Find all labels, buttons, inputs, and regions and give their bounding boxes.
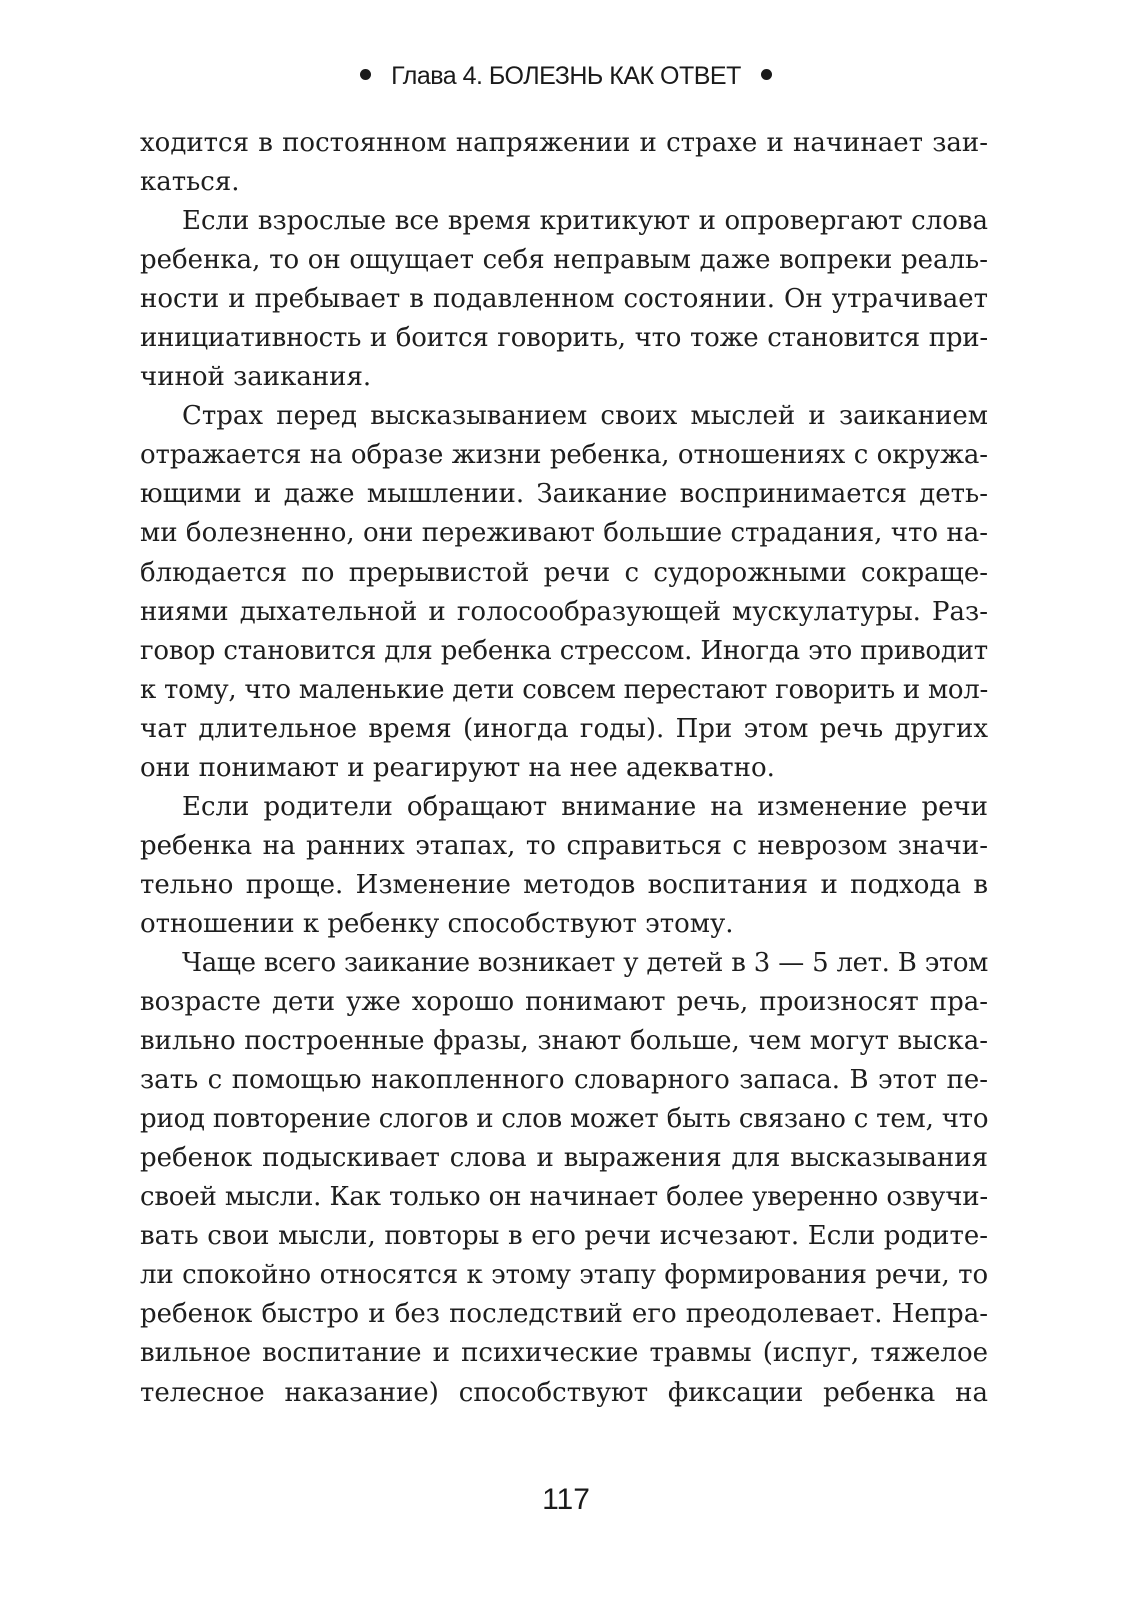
text-line: чат длительное время (иногда годы). При этом речь других — [140, 713, 988, 744]
text-line: отражается на образе жизни ребенка, отношениях с окружа- — [140, 440, 988, 471]
text-line: ребенок быстро и без последствий его преодолевает. Непра- — [140, 1299, 988, 1330]
text-line: ходится в постоянном напряжении и страхе и начинает заи- — [140, 128, 988, 158]
text-line: Если взрослые все время критикуют и опровергают слова — [182, 206, 988, 237]
running-header — [0, 56, 1132, 96]
text-line: возрасте дети уже хорошо понимают речь, произносят пра- — [140, 987, 988, 1018]
text-line: ребенка, то он ощущает себя неправым даже вопреки реаль- — [140, 245, 988, 276]
text-line: Если родители обращают внимание на изменение речи — [182, 791, 988, 822]
text-line: вать свои мысли, повторы в его речи исчезают. Если родите- — [140, 1221, 988, 1252]
text-line: ности и пребывает в подавленном состоянии. Он утрачивает — [140, 284, 988, 315]
text-line: ребенка на ранних этапах, то справиться с неврозом значи- — [140, 830, 988, 861]
text-line: к тому, что маленькие дети совсем перестают говорить и мол- — [140, 674, 988, 705]
text-line: зать с помощью накопленного словарного запаса. В этот пе- — [140, 1065, 988, 1096]
text-line: каться. — [140, 167, 240, 198]
text-line: тельно проще. Изменение методов воспитания и подхода в — [140, 869, 988, 900]
body-text — [140, 124, 988, 1413]
page-number: 117 — [542, 1483, 590, 1516]
text-line: Страх перед высказыванием своих мыслей и заиканием — [182, 401, 988, 432]
bullet-right-icon — [761, 69, 772, 80]
text-line: риод повторение слогов и слов может быть связано с тем, что — [140, 1104, 989, 1135]
text-line: ниями дыхательной и голосообразующей мускулатуры. Раз- — [140, 596, 988, 627]
text-line: инициативность и боится говорить, что тоже становится при- — [140, 323, 988, 354]
text-line: телесное наказание) способствуют фиксации ребенка на — [140, 1377, 988, 1408]
text-line: ми болезненно, они переживают большие страдания, что на- — [140, 518, 988, 549]
text-line: своей мысли. Как только он начинает более уверенно озвучи- — [140, 1182, 988, 1213]
text-line: блюдается по прерывистой речи с судорожными сокраще- — [140, 557, 988, 588]
chapter-title: Глава 4. БОЛЕЗНЬ КАК ОТВЕТ — [391, 62, 741, 90]
text-line: чиной заикания. — [140, 362, 372, 393]
text-line: отношении к ребенку способствуют этому. — [140, 908, 734, 939]
text-line: ющими и даже мышлении. Заикание воспринимается деть- — [140, 479, 988, 510]
text-line: говор становится для ребенка стрессом. Иногда это приводит — [140, 635, 988, 666]
text-line: вильное воспитание и психические травмы (испуг, тяжелое — [140, 1338, 988, 1369]
text-line: ли спокойно относятся к этому этапу формирования речи, то — [140, 1260, 988, 1291]
text-line: Чаще всего заикание возникает у детей в 3 — 5 лет. В этом — [182, 947, 988, 978]
text-line: вильно построенные фразы, знают больше, чем могут выска- — [140, 1026, 988, 1057]
bullet-left-icon — [360, 69, 371, 80]
text-line: они понимают и реагируют на нее адекватно. — [140, 752, 775, 783]
text-line: ребенок подыскивает слова и выражения для высказывания — [140, 1143, 988, 1174]
